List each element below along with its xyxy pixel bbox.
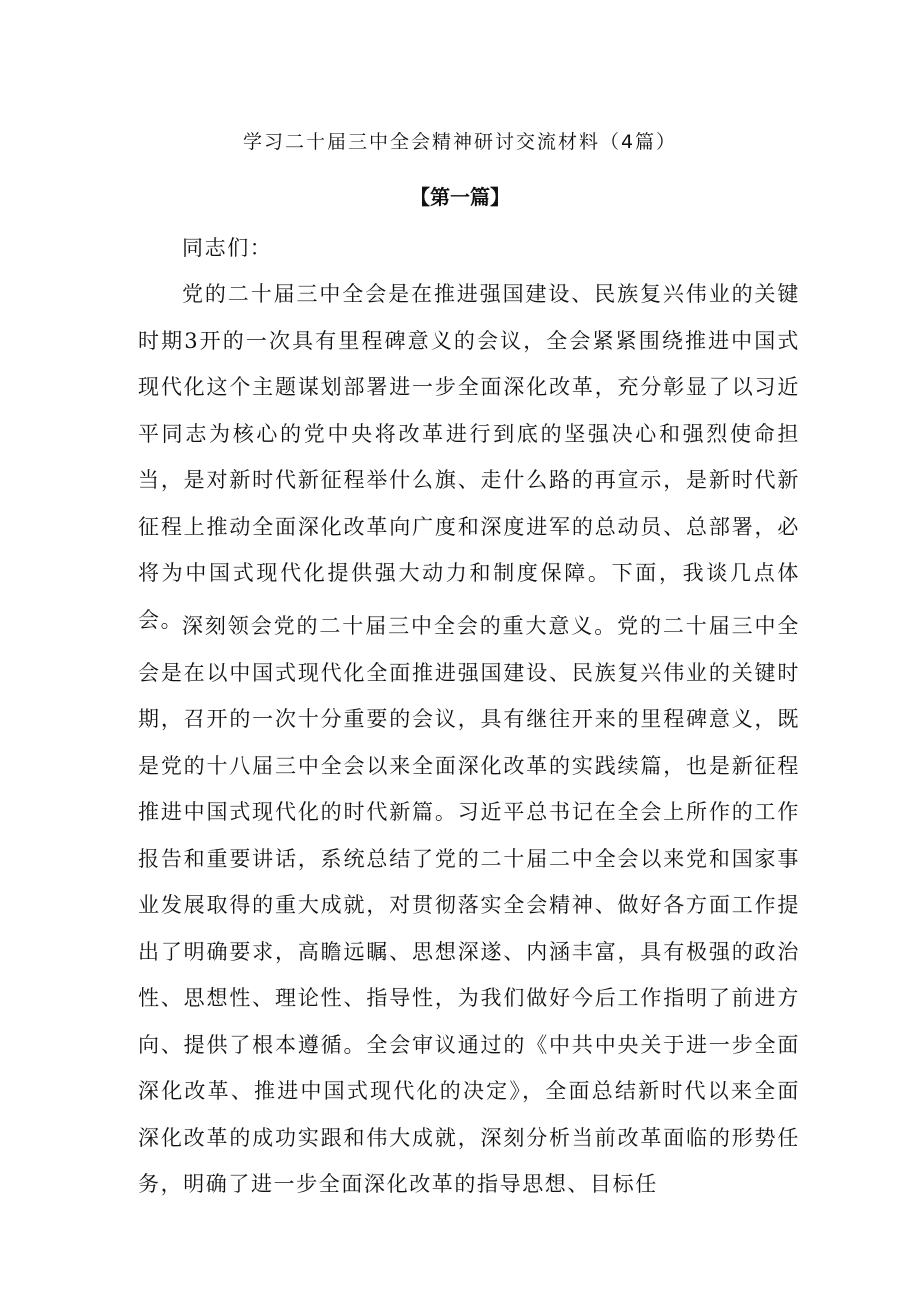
body-paragraph-1: 党的二十届三中全会是在推进强国建设、民族复兴伟业的关键时期3开的一次具有里程碑意义的会议，全会紧紧围绕推进中国式现代化这个主题谋划部署进一步全面深化改革，充分彰显了以习近平同志为核心的党中央将改革进行到底的坚强决心和强烈使命担当，是对新时代新征程举什么旗、走什么路的再宣示，是新时代新征程上推动全面深化改革向广度和深度进军的总动员、总部署，必将为中国式现代化提供强大动力和制度保障。下面，我谈几点体会。 bbox=[138, 282, 800, 632]
body-paragraph-2: 深刻领会党的二十届三中全会的重大意义。党的二十届三中全会是在以中国式现代化全面推进强国建设、民族复兴伟业的关键时期，召开的一次十分重要的会议，具有继往开来的里程碑意义，既是党的十八届三中全会以来全面深化改革的实践续篇，也是新征程推进中国式现代化的时代新篇。习近平总书记在全会上所作的工作报告和重要讲话，系统总结了党的二十届二中全会以来党和国家事业发展取得的重大成就，对贯彻落实全会精神、做好各方面工作提出了明确要求，高瞻远瞩、思想深遂、内涵丰富，具有极强的政治性、思想性、理论性、指导性，为我们做好今后工作指明了前进方向、提供了根本遵循。全会审议通过的《中共中央关于进一步全面深化改革、推进中国式现代化的决定》，全面总结新时代以来全面深化改革的成功实跟和伟大成就，深刻分析当前改革面临的形势任务，明确了进一步全面深化改革的指导思想、目标任 bbox=[138, 614, 800, 1196]
salutation: 同志们： bbox=[182, 236, 273, 260]
document-title: 学习二十届三中全会精神研讨交流材料（4篇） bbox=[242, 131, 678, 153]
section-heading: 【第一篇】 bbox=[410, 185, 510, 209]
